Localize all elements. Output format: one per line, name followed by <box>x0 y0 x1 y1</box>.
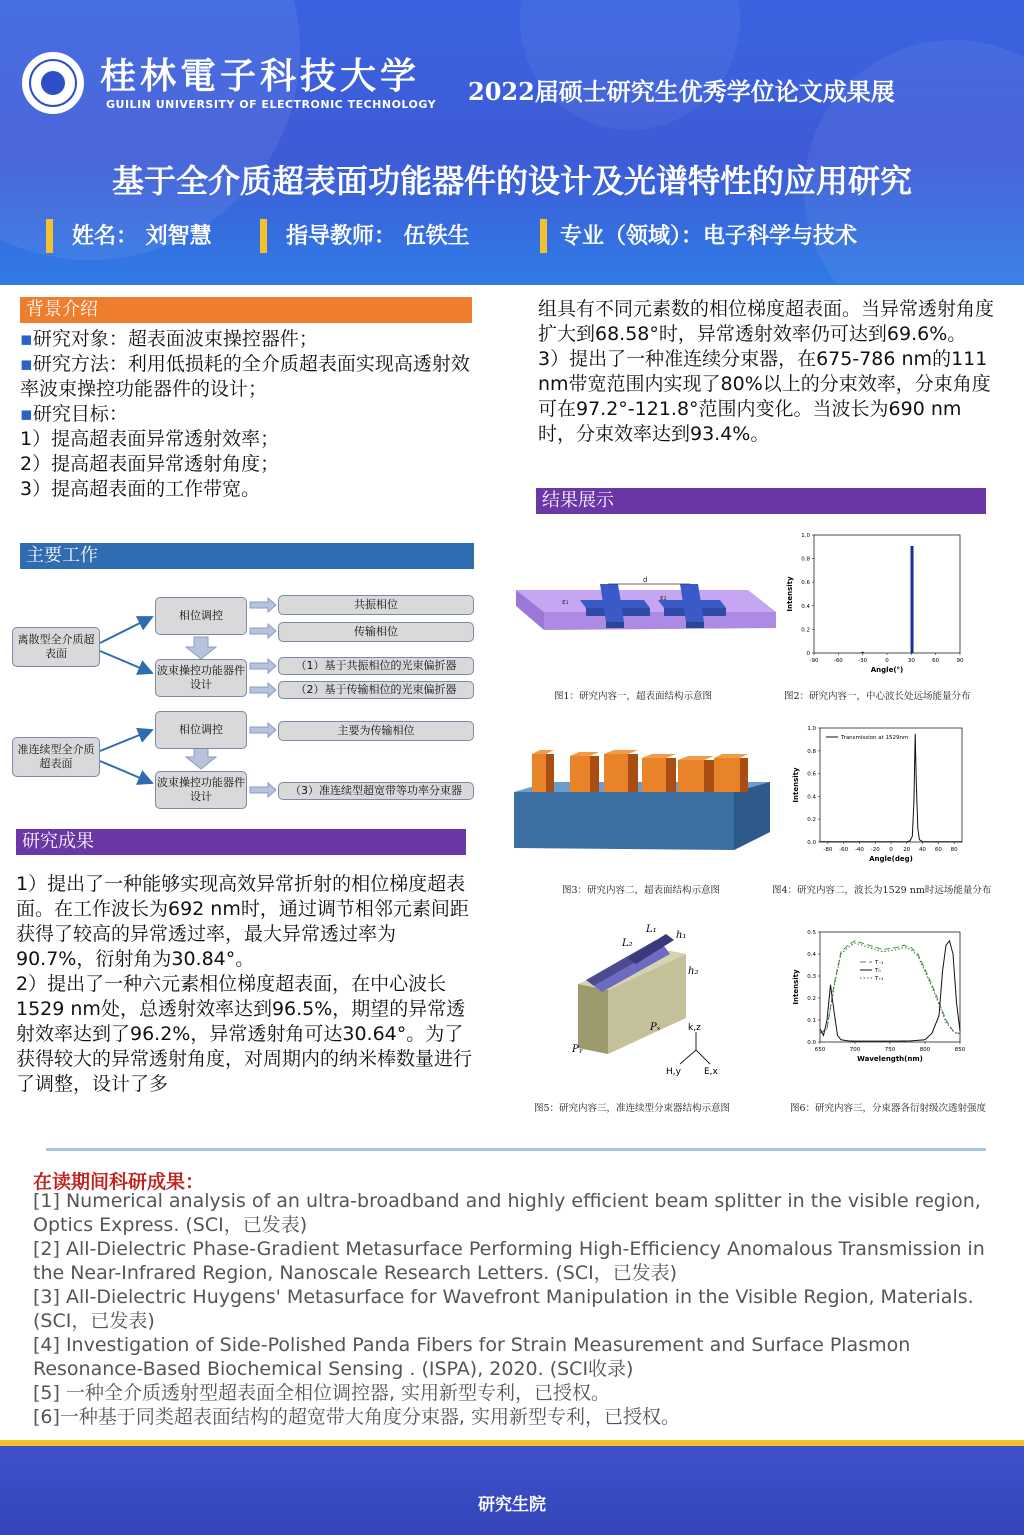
flow-box-propagation-main: 主要为传输相位 <box>278 721 474 741</box>
label-py: Pᵧ <box>572 1044 583 1055</box>
publication-item: [4] Investigation of Side-Polished Panda Fibers for Strain Measurement and Surface Plasmon Resonance-Based Biochemical Sensing . (ISPA), 2020. (SCI收录) <box>33 1334 911 1380</box>
x-tick-label: 60 <box>934 847 942 853</box>
y-tick-label: 0.6 <box>807 771 816 778</box>
x-tick-label: -30 <box>858 658 868 664</box>
y-tick-label: 0.8 <box>807 748 816 755</box>
bar <box>861 652 864 653</box>
x-tick-label: -20 <box>870 847 880 853</box>
result-paragraph-2-cont: 组具有不同元素数的相位梯度超表面。当异常透射角度扩大到68.58°时，异常透射效率仍可达到69.6%。 <box>538 298 995 345</box>
publication-item: [1] Numerical analysis of an ultra-broadband and highly efficient beam splitter in the visible region, Optics Express. (SCI，已发表) <box>33 1190 981 1236</box>
y-tick-label: 1.0 <box>801 533 810 539</box>
flow-box-result-3: （3）准连续型超宽带等功率分束器 <box>278 782 474 800</box>
university-name-en: GUILIN UNIVERSITY OF ELECTRONIC TECHNOLOGY <box>106 98 437 111</box>
y-tick-label: 0.2 <box>807 996 816 1002</box>
figure-2-chart <box>784 527 974 677</box>
y-tick-label: 0.4 <box>801 603 810 610</box>
list-item: ▪研究对象：超表面波束操控器件； <box>20 328 318 350</box>
legend-label: Transmission at 1529nm <box>841 735 909 741</box>
event-title: 2022届硕士研究生优秀学位论文成果展 <box>468 77 895 106</box>
flow-box-propagation: 传输相位 <box>278 622 474 642</box>
x-tick-label: 90 <box>956 658 964 664</box>
section-heading-display: 结果展示 <box>536 488 986 514</box>
y-tick-label: 0.4 <box>807 794 816 801</box>
figure-5-caption: 图5：研究内容三，准连续型分束器结构示意图 <box>534 1103 731 1114</box>
list-item: ▪研究目标： <box>20 403 128 425</box>
flow-box-result-2: （2）基于传输相位的光束偏折器 <box>278 681 474 699</box>
y-axis-label: Intensity <box>792 767 800 803</box>
y-tick-label: 0.2 <box>807 817 816 824</box>
y-tick-label: 0.6 <box>801 580 810 587</box>
y-axis-label: Intensity <box>786 576 794 612</box>
x-axis-label: Angle(°) <box>870 666 904 674</box>
figure-4-chart <box>784 722 974 867</box>
x-axis-label: Angle(deg) <box>869 855 913 863</box>
y-tick-label: 0 <box>806 651 810 657</box>
figure-3-caption: 图3：研究内容二，超表面结构示意图 <box>562 885 721 896</box>
section-heading-results: 研究成果 <box>16 829 466 855</box>
x-tick-label: 80 <box>950 847 958 853</box>
x-tick-label: 0 <box>889 847 893 853</box>
label-ex: E,x <box>704 1067 718 1077</box>
flow-box-result-1: （1）基于共振相位的光束偏折器 <box>278 657 474 675</box>
label-px: Pₓ <box>650 1022 661 1033</box>
y-tick-label: 0.0 <box>807 1040 816 1046</box>
label-h1: h₁ <box>676 930 687 941</box>
bar <box>911 546 914 653</box>
major-name: 专业（领域）：电子科学与技术 <box>560 224 858 249</box>
y-tick-label: 1.0 <box>807 726 816 732</box>
x-tick-label: -60 <box>839 847 849 853</box>
y-tick-label: 0.2 <box>801 627 810 634</box>
result-paragraph-1: 1）提出了一种能够实现高效异常折射的相位梯度超表面。在工作波长为692 nm时，通过调节相邻元素间距获得了较高的异常透过率，最大异常透过率为90.7%，衍射角为30.84°。 <box>16 873 469 970</box>
legend-label: T₊₁ <box>875 976 884 982</box>
info-bar-marker <box>540 219 547 253</box>
advisor-name: 指导教师： 伍铁生 <box>286 224 470 249</box>
author-name: 姓名： 刘智慧 <box>72 224 212 249</box>
x-tick-label: 850 <box>954 1047 966 1053</box>
list-item: 2）提高超表面异常透射角度； <box>20 453 280 475</box>
figure-4-caption: 图4：研究内容二，波长为1529 nm时远场能量分布 <box>772 885 992 896</box>
series-line <box>820 734 962 842</box>
series-line <box>820 941 960 1033</box>
figure-6-caption: 图6：研究内容三，分束器各衍射级次透射强度 <box>790 1103 987 1114</box>
x-tick-label: 60 <box>932 658 940 664</box>
university-name-cn: 桂林電子科技大学 <box>100 55 421 97</box>
figure-6-chart <box>784 924 974 1070</box>
y-tick-label: 0.8 <box>801 556 810 563</box>
figure-2-caption: 图2：研究内容一，中心波长处远场能量分布 <box>784 691 971 702</box>
label-d: d <box>643 576 648 584</box>
flow-box-discrete: 离散型全介质超表面 <box>12 627 100 667</box>
publication-item: [6]一种基于同类超表面结构的超宽带大角度分束器, 实用新型专利，已授权。 <box>33 1406 680 1428</box>
x-tick-label: -60 <box>833 658 843 664</box>
flow-diagram <box>0 585 480 815</box>
figure-3-structure <box>508 740 776 852</box>
x-axis-label: Wavelength(nm) <box>857 1055 923 1063</box>
label-e1: ε₁ <box>562 598 569 606</box>
publication-item: [5] 一种全介质透射型超表面全相位调控器, 实用新型专利，已授权。 <box>33 1382 611 1404</box>
legend-label: T₋₁ <box>875 960 884 966</box>
label-L1: L₁ <box>646 924 657 935</box>
publications-list <box>33 1189 993 1429</box>
result-paragraph-3: 3）提出了一种准连续分束器，在675-786 nm的111 nm带宽范围内实现了80%以上的分束效率，分束角度可在97.2°-121.8°范围内变化。当波长为690 nm时，分束效率达到93.4%。 <box>538 348 991 445</box>
section-divider <box>46 1148 986 1151</box>
x-tick-label: 700 <box>849 1047 861 1053</box>
x-tick-label: 20 <box>903 847 911 853</box>
results-text-left <box>16 872 472 1097</box>
flow-box-beam-2: 波束操控功能器件设计 <box>155 771 247 809</box>
flow-box-quasi: 准连续型全介质超表面 <box>12 737 100 777</box>
background-text <box>20 327 470 502</box>
series-line <box>820 943 960 1033</box>
section-heading-background: 背景介绍 <box>20 297 472 323</box>
section-heading-main-work: 主要工作 <box>20 543 474 569</box>
label-e2: ε₂ <box>660 594 667 602</box>
y-tick-label: 0.4 <box>807 952 816 958</box>
flow-box-resonant: 共振相位 <box>278 595 474 615</box>
label-kz: k,z <box>688 1023 701 1033</box>
label-hy: H,y <box>666 1067 681 1077</box>
y-tick-label: 0.0 <box>807 840 816 846</box>
x-tick-label: -80 <box>823 847 833 853</box>
publication-item: [3] All-Dielectric Huygens' Metasurface for Wavefront Manipulation in the Visible Region, Materials. (SCI，已发表) <box>33 1286 974 1332</box>
publications-heading: 在读期间科研成果： <box>33 1171 205 1193</box>
figure-5-structure <box>566 918 732 1078</box>
plot-frame <box>814 535 960 653</box>
y-tick-label: 0.5 <box>807 930 816 936</box>
flow-box-beam-1: 波束操控功能器件设计 <box>155 659 247 697</box>
figure-1-caption: 图1：研究内容一，超表面结构示意图 <box>554 691 713 702</box>
list-item: ▪研究方法：利用低损耗的全介质超表面实现高透射效率波束操控功能器件的设计； <box>20 353 470 400</box>
figure-1-structure <box>508 572 780 644</box>
publication-item: [2] All-Dielectric Phase-Gradient Metasurface Performing High-Efficiency Anomalous Transmission in the Near-Infrared Region, Nanoscale Research Letters. (SCI，已发表) <box>33 1238 985 1284</box>
x-tick-label: 800 <box>919 1047 931 1053</box>
university-logo <box>22 52 84 114</box>
y-tick-label: 0.3 <box>807 974 816 980</box>
legend-label: T₀ <box>875 968 881 974</box>
x-tick-label: 0 <box>885 658 889 664</box>
footer-banner <box>0 1440 1024 1535</box>
poster-title: 基于全介质超表面功能器件的设计及光谱特性的应用研究 <box>111 162 912 200</box>
list-item: 3）提高超表面的工作带宽。 <box>20 478 261 500</box>
flow-box-phase-2: 相位调控 <box>155 711 247 749</box>
y-tick-label: 0.1 <box>807 1018 816 1024</box>
series-line <box>820 941 960 1041</box>
info-bar-marker <box>260 219 267 253</box>
x-tick-label: 30 <box>907 658 915 664</box>
footer-org: 研究生院 <box>478 1495 546 1515</box>
list-item: 1）提高超表面异常透射效率； <box>20 428 280 450</box>
x-tick-label: 750 <box>884 1047 896 1053</box>
results-text-right <box>538 297 994 447</box>
y-axis-label: Intensity <box>792 969 800 1005</box>
result-paragraph-2: 2）提出了一种六元素相位梯度超表面，在中心波长1529 nm处，总透射效率达到96.5%，期望的异常透射效率达到了96.2%，异常透射角可达30.64°。为了获得较大的异常透射角度，对周期内的纳米棒数量进行了调整，设计了多 <box>16 973 473 1095</box>
x-tick-label: -40 <box>854 847 864 853</box>
flow-box-phase-1: 相位调控 <box>155 597 247 635</box>
label-L2: L₂ <box>622 938 633 949</box>
info-bar-marker <box>46 219 53 253</box>
x-tick-label: 650 <box>814 1047 826 1053</box>
x-tick-label: -90 <box>809 658 819 664</box>
plot-frame <box>820 728 962 842</box>
label-h2: h₂ <box>688 966 699 977</box>
x-tick-label: 40 <box>919 847 927 853</box>
